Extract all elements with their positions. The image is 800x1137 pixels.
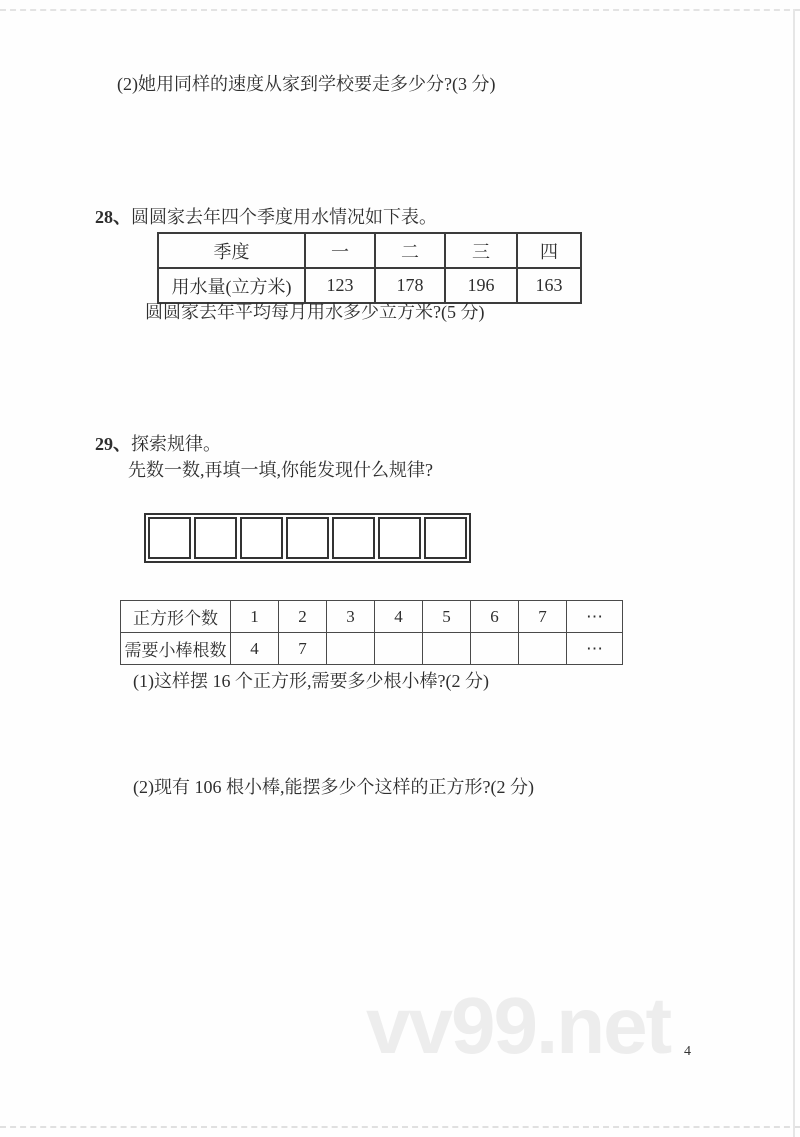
water-usage-data-row — [158, 268, 581, 303]
pattern-table-row-squares — [121, 601, 623, 633]
table-cell: 2 — [279, 601, 327, 633]
watermark-text: vv99.net — [366, 981, 671, 1070]
table-header-cell: 四 — [517, 233, 581, 268]
table-cell — [423, 633, 471, 665]
question-29-title-text: 探索规律。 — [131, 434, 221, 454]
table-row-label: 用水量(立方米) — [158, 268, 305, 303]
table-cell: ⋯ — [567, 633, 623, 665]
water-usage-header-row — [158, 233, 581, 268]
table-cell: 178 — [375, 268, 445, 303]
question-29-part1-text: (1)这样摆 16 个正方形,需要多少根小棒?(2 分) — [133, 671, 489, 691]
table-cell: 163 — [517, 268, 581, 303]
table-cell: 7 — [279, 633, 327, 665]
question-28-number: 28、 — [95, 207, 131, 227]
question-28-title-text: 圆圆家去年四个季度用水情况如下表。 — [131, 207, 437, 227]
table-cell: 7 — [519, 601, 567, 633]
square-cell — [148, 517, 191, 559]
table-cell: ⋯ — [567, 601, 623, 633]
table-cell: 196 — [445, 268, 517, 303]
page-right-border — [793, 9, 795, 1137]
square-cell — [240, 517, 283, 559]
square-cell — [424, 517, 467, 559]
table-cell: 4 — [231, 633, 279, 665]
table-cell — [519, 633, 567, 665]
table-header-cell: 季度 — [158, 233, 305, 268]
question-28-question-text: 圆圆家去年平均每月用水多少立方米?(5 分) — [145, 302, 485, 322]
table-cell — [471, 633, 519, 665]
pattern-table — [120, 600, 623, 665]
table-row-label: 需要小棒根数 — [121, 633, 231, 665]
table-cell — [327, 633, 375, 665]
question-29-subtitle: 先数一数,再填一填,你能发现什么规律? — [128, 460, 433, 480]
page-top-dashed-border — [0, 9, 800, 11]
table-cell: 3 — [327, 601, 375, 633]
square-cell — [378, 517, 421, 559]
table-cell: 123 — [305, 268, 375, 303]
table-header-cell: 三 — [445, 233, 517, 268]
square-cell — [286, 517, 329, 559]
table-row-label: 正方形个数 — [121, 601, 231, 633]
square-cell — [194, 517, 237, 559]
page-bottom-dashed-border — [0, 1126, 800, 1128]
question-29-number: 29、 — [95, 434, 131, 454]
question-29-part2-text: (2)现有 106 根小棒,能摆多少个这样的正方形?(2 分) — [133, 777, 534, 797]
table-cell — [375, 633, 423, 665]
table-cell: 6 — [471, 601, 519, 633]
table-header-cell: 二 — [375, 233, 445, 268]
question-28-title — [95, 206, 437, 228]
question-29-title — [95, 433, 221, 455]
table-cell: 5 — [423, 601, 471, 633]
water-usage-table — [157, 232, 582, 304]
table-header-cell: 一 — [305, 233, 375, 268]
squares-figure — [144, 513, 471, 563]
page-number: 4 — [684, 1044, 691, 1059]
pattern-table-row-sticks — [121, 633, 623, 665]
table-cell: 1 — [231, 601, 279, 633]
square-cell — [332, 517, 375, 559]
table-cell: 4 — [375, 601, 423, 633]
question-27-part2-text: (2)她用同样的速度从家到学校要走多少分?(3 分) — [117, 74, 496, 94]
